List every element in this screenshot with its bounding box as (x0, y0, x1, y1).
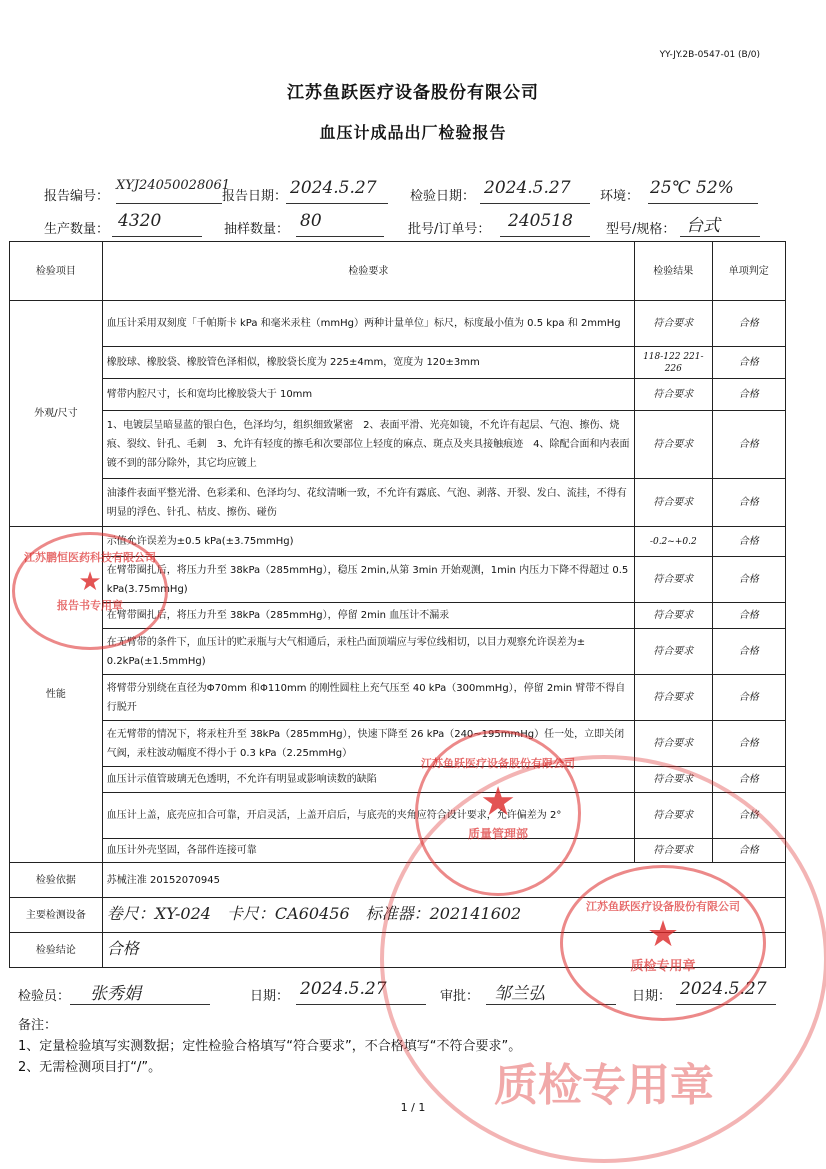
col-item-header: 检验项目 (10, 242, 103, 301)
note-2: 2、无需检测项目打“/”。 (18, 1060, 162, 1075)
judgement-cell: 合格 (712, 839, 785, 863)
equipment-value: 卷尺：XY-024 卡尺：CA60456 标准器：202141602 (106, 904, 522, 923)
requirement-cell: 将臂带分别绕在直径为Φ70mm 和Φ110mm 的刚性圆柱上充气压至 40 kPa（300mmHg），停留 2min 臂带不得自行脱开 (102, 675, 634, 721)
company-name: 江苏鱼跃医疗设备股份有限公司 (287, 83, 539, 103)
basis-value: 苏械注准 20152070945 (102, 863, 785, 898)
page-number: 1 / 1 (400, 1101, 426, 1114)
result-cell: 符合要求 (635, 675, 712, 721)
requirement-cell: 在无臂带的条件下，血压计的贮汞瓶与大气相通后，汞柱凸面顶端应与零位线相切，以目力观察允许误差为± 0.2kPa(±1.5mmHg) (102, 629, 634, 675)
note-1: 1、定量检验填写实测数据；定性检验合格填写“符合要求”，不合格填写“不符合要求”。 (18, 1039, 522, 1054)
judgement-cell: 合格 (712, 721, 785, 767)
judgement-cell: 合格 (712, 301, 785, 347)
batch-no-value: 240518 (508, 211, 573, 231)
requirement-cell: 油漆件表面平整光滑、色彩柔和、色泽均匀、花纹清晰一致，不允许有露底、气泡、剥落、开裂、发白、流挂，不得有明显的浮色、针孔、桔皮、擦伤、碰伤 (102, 479, 634, 527)
requirement-cell: 1、电镀层呈暗显蓝的银白色，色泽均匀，组织细致紧密 2、表面平滑、光亮如镜，不允许有起层、气泡、擦伤、烧痕、裂纹、针孔、毛刺 3、允许有轻度的擦毛和次要部位上轻度的麻点、斑点及夹具接触痕迹 4、除配合面和内表面镀不到的部分除外，其它均应镀上 (102, 411, 634, 479)
model-value: 台式 (686, 216, 720, 236)
result-cell: -0.2~+0.2 (635, 527, 712, 557)
inspector-label: 检验员： (18, 989, 71, 1004)
requirement-cell: 橡胶球、橡胶袋、橡胶管色泽相似，橡胶袋长度为 225±4mm，宽度为 120±3mm (102, 347, 634, 379)
large-seal-text: 质检专用章 (494, 1060, 714, 1111)
result-cell: 符合要求 (635, 479, 712, 527)
result-cell: 符合要求 (635, 603, 712, 629)
category-appearance: 外观/尺寸 (10, 301, 103, 527)
report-date-value: 2024.5.27 (290, 178, 377, 198)
result-cell: 符合要求 (635, 629, 712, 675)
judgement-cell: 合格 (712, 557, 785, 603)
requirement-cell: 血压计示值管玻璃无色透明，不允许有明显或影响读数的缺陷 (102, 767, 634, 793)
approval-label: 审批： (440, 989, 480, 1004)
judgement-cell: 合格 (712, 629, 785, 675)
judgement-cell: 合格 (712, 479, 785, 527)
report-no-value: XYJ24050028061 (116, 178, 231, 193)
report-title: 血压计成品出厂检验报告 (319, 123, 507, 142)
seal-right-sub: 质检专用章 (630, 959, 696, 974)
basis-label: 检验依据 (10, 863, 103, 898)
production-qty-label: 生产数量： (44, 222, 110, 237)
judgement-cell: 合格 (712, 767, 785, 793)
approval-date-label: 日期： (632, 989, 672, 1004)
col-result-header: 检验结果 (635, 242, 712, 301)
seal-center-text: 江苏鱼跃医疗设备股份有限公司 (421, 757, 575, 770)
result-cell: 符合要求 (635, 379, 712, 411)
judgement-cell: 合格 (712, 527, 785, 557)
equipment-label: 主要检测设备 (10, 898, 103, 933)
judgement-cell: 合格 (712, 603, 785, 629)
requirement-cell: 血压计外壳坚固，各部件连接可靠 (102, 839, 634, 863)
seal-left-sub: 报告书专用章 (57, 599, 123, 612)
result-cell: 符合要求 (635, 721, 712, 767)
judgement-cell: 合格 (712, 411, 785, 479)
approval-signature: 邹兰弘 (494, 984, 545, 1004)
judgement-cell: 合格 (712, 793, 785, 839)
model-label: 型号/规格： (606, 222, 676, 237)
inspect-date-value: 2024.5.27 (484, 178, 571, 198)
result-cell: 符合要求 (635, 839, 712, 863)
requirement-cell: 在臂带圈扎后，将压力升至 38kPa（285mmHg），停留 2min 血压计不漏汞 (102, 603, 634, 629)
inspect-date-footer-value: 2024.5.27 (300, 979, 387, 999)
requirement-cell: 示值允许误差为±0.5 kPa(±3.75mmHg) (102, 527, 634, 557)
star-icon: ★ (480, 779, 516, 825)
result-cell: 符合要求 (635, 411, 712, 479)
requirement-cell: 臂带内腔尺寸，长和宽均比橡胶袋大于 10mm (102, 379, 634, 411)
requirement-cell: 血压计上盖，底壳应扣合可靠，开启灵活，上盖开启后，与底壳的夹角应符合设计要求，允许偏差为 2° (102, 793, 634, 839)
sample-qty-value: 80 (300, 211, 322, 231)
conclusion-label: 检验结论 (10, 933, 103, 968)
requirement-cell: 血压计采用双刻度「千帕斯卡 kPa 和毫米汞柱（mmHg）两种计量单位」标尺，标度最小值为 0.5 kpa 和 2mmHg (102, 301, 634, 347)
star-icon: ★ (646, 914, 680, 955)
result-cell: 符合要求 (635, 301, 712, 347)
inspect-date-footer-label: 日期： (250, 989, 290, 1004)
seal-right-text: 江苏鱼跃医疗设备股份有限公司 (586, 900, 740, 913)
seal-center-sub: 质量管理部 (467, 827, 528, 841)
inspection-table (9, 241, 786, 968)
judgement-cell: 合格 (712, 347, 785, 379)
seal-left-text: 江苏鹏恒医药科技有限公司 (24, 551, 156, 564)
inspect-date-label: 检验日期： (410, 189, 476, 204)
star-icon: ★ (78, 567, 102, 597)
conclusion-value: 合格 (106, 939, 139, 958)
inspector-signature: 张秀娟 (90, 984, 141, 1004)
environment-value: 25℃ 52% (650, 178, 734, 198)
col-judgement-header: 单项判定 (712, 242, 785, 301)
result-cell: 118-122 221-226 (635, 347, 712, 379)
document-code: YY-JY.2B-0547-01 (B/0) (659, 50, 760, 60)
notes-title: 备注： (18, 1018, 58, 1033)
result-cell: 符合要求 (635, 767, 712, 793)
sample-qty-label: 抽样数量： (224, 222, 290, 237)
report-date-label: 报告日期： (222, 189, 288, 204)
notes-section (18, 1015, 521, 1078)
result-cell: 符合要求 (635, 557, 712, 603)
environment-label: 环境： (600, 189, 640, 204)
production-qty-value: 4320 (118, 211, 162, 231)
requirement-cell: 在臂带圈扎后，将压力升至 38kPa（285mmHg），稳压 2min,从第 3min 开始观测，1min 内压力下降不得超过 0.5 kPa(3.75mmHg) (102, 557, 634, 603)
judgement-cell: 合格 (712, 675, 785, 721)
approval-date-value: 2024.5.27 (680, 979, 767, 999)
report-no-label: 报告编号： (44, 189, 110, 204)
batch-no-label: 批号/订单号： (408, 222, 491, 237)
result-cell: 符合要求 (635, 793, 712, 839)
category-performance: 性能 (10, 527, 103, 863)
requirement-cell: 在无臂带的情况下，将汞柱升至 38kPa（285mmHg），快速下降至 26 kPa（240~195mmHg）任一处，立即关闭气阀，汞柱波动幅度不得小于 0.3 kPa（2.25mmHg） (102, 721, 634, 767)
judgement-cell: 合格 (712, 379, 785, 411)
col-requirement-header: 检验要求 (102, 242, 634, 301)
